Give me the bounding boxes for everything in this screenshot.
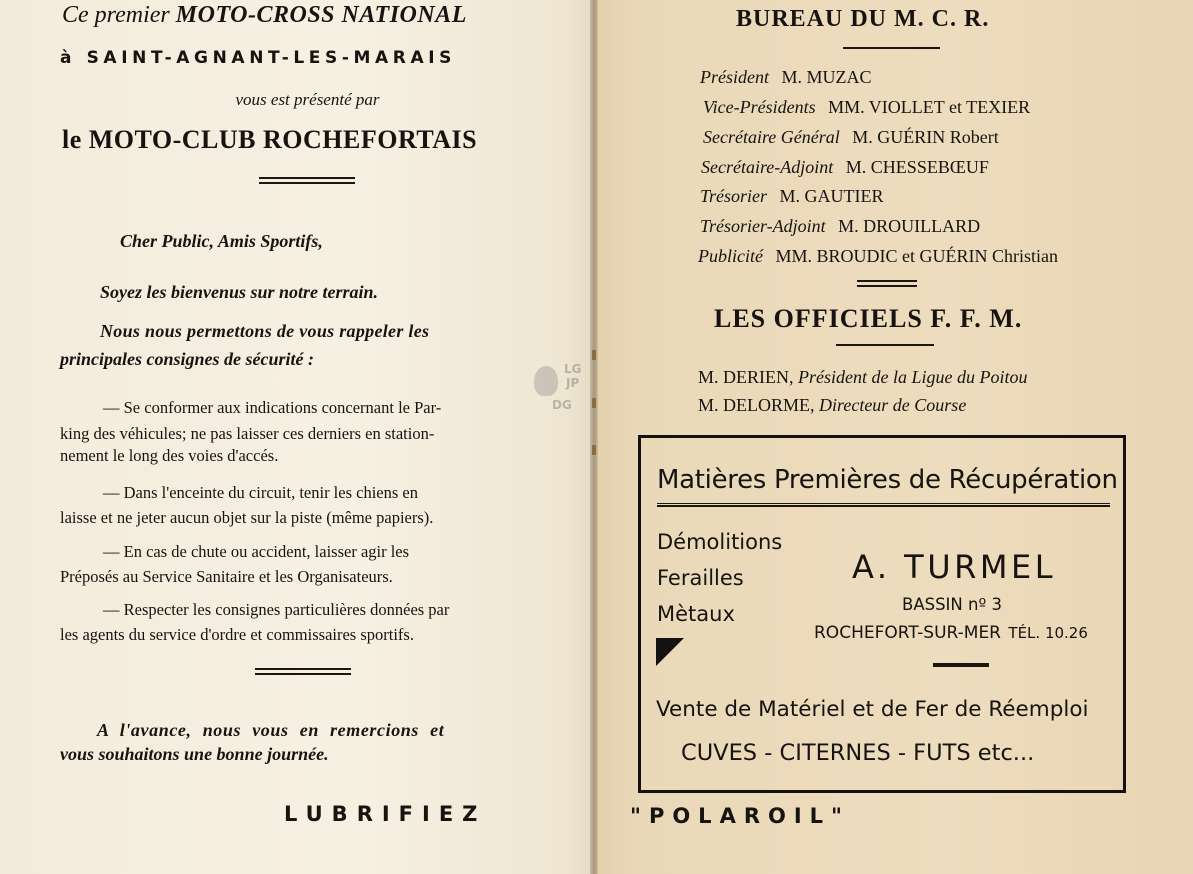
bureau-row [701, 157, 989, 178]
watermark-text: LG [564, 362, 582, 376]
ad-item: Ferailles [657, 566, 744, 590]
reminder-line1: Nous nous permettons de vous rappeler les [100, 321, 430, 341]
club-name: MOTO-CLUB ROCHEFORTAIS [88, 125, 478, 154]
staple [592, 398, 596, 408]
official-title: Directeur de Course [819, 395, 967, 415]
bureau-role: Trésorier [700, 186, 768, 206]
spine [590, 0, 598, 874]
divider [933, 663, 989, 667]
watermark-text: DG [552, 398, 572, 412]
divider [857, 280, 917, 287]
bureau-role: Vice-Présidents [703, 97, 816, 117]
reminder-line2: principales consignes de sécurité : [60, 349, 314, 369]
club-prefix: le [62, 125, 82, 154]
staple [592, 350, 596, 360]
officials-title: LES OFFICIELS F. F. M. [714, 304, 1023, 333]
bureau-role: Trésorier-Adjoint [700, 216, 826, 236]
bureau-role: Publicité [698, 246, 763, 266]
bureau-row [698, 246, 1058, 267]
rule-line: king des véhicules; ne pas laisser ces derniers en station- [60, 424, 435, 443]
divider [255, 668, 351, 675]
ad-phone: TÉL. 10.26 [1008, 624, 1088, 642]
rule-line: — Respecter les consignes particulières données par [103, 600, 450, 619]
ad-company: A. TURMEL [852, 548, 1057, 586]
intro-location: à SAINT-AGNANT-LES-MARAIS [60, 48, 457, 68]
intro-presented-by: vous est présenté par [235, 90, 380, 109]
watermark-text: JP [566, 376, 580, 390]
intro-line1 [62, 2, 467, 29]
greeting: Cher Public, Amis Sportifs, [120, 231, 323, 251]
ad-item: Mètaux [657, 602, 735, 626]
rule-line: nement le long des voies d'accés. [60, 446, 279, 465]
bureau-member: M. MUZAC [781, 67, 872, 87]
official-name: M. DERIEN, [698, 367, 794, 387]
corner-triangle-icon [656, 638, 684, 666]
intro-event-name: MOTO-CROSS NATIONAL [175, 2, 467, 28]
ad-products: CUVES - CITERNES - FUTS etc... [681, 740, 1035, 766]
ad-item: Démolitions [657, 530, 783, 554]
rule-line: — Dans l'enceinte du circuit, tenir les chiens en [103, 483, 418, 502]
bureau-role: Président [700, 67, 769, 87]
rule-line: laisse et ne jeter aucun objet sur la piste (même papiers). [60, 508, 434, 527]
bureau-member: MM. BROUDIC et GUÉRIN Christian [775, 246, 1058, 266]
ad-address-line2 [814, 623, 1088, 643]
ad-heading: Matières Premières de Récupération [657, 465, 1118, 495]
rule-line: — Se conformer aux indications concernant le Par- [103, 398, 442, 417]
watermark [530, 360, 592, 418]
divider [836, 344, 934, 346]
ad-sale-line: Vente de Matériel et de Fer de Réemploi [656, 697, 1089, 722]
divider [259, 177, 355, 184]
bureau-row [700, 67, 872, 88]
rule-line: les agents du service d'ordre et commissaires sportifs. [60, 625, 414, 644]
bureau-row [700, 186, 884, 207]
bureau-title: BUREAU DU M. C. R. [736, 6, 990, 32]
bureau-member: MM. VIOLLET et TEXIER [828, 97, 1031, 117]
bureau-member: M. GAUTIER [779, 186, 884, 206]
staple [592, 445, 596, 455]
bureau-member: M. GUÉRIN Robert [852, 127, 999, 147]
rule-line: Préposés au Service Sanitaire et les Organisateurs. [60, 567, 393, 586]
bureau-member: M. DROUILLARD [838, 216, 981, 236]
closing-line1: A l'avance, nous vous en remercions et [97, 720, 445, 740]
bureau-member: M. CHESSEBŒUF [845, 157, 989, 177]
divider [843, 47, 940, 49]
divider [657, 503, 1110, 507]
rule-line: — En cas de chute ou accident, laisser agir les [103, 542, 410, 561]
bureau-row [703, 97, 1030, 118]
official-title: Président de la Ligue du Poitou [798, 367, 1028, 387]
ad-city: ROCHEFORT-SUR-MER [814, 623, 1001, 643]
bureau-role: Secrétaire Général [703, 127, 840, 147]
intro-prefix: Ce premier [62, 2, 170, 28]
official-row [698, 395, 966, 416]
bureau-role: Secrétaire-Adjoint [701, 157, 834, 177]
official-name: M. DELORME, [698, 395, 815, 415]
ad-address-line1: BASSIN nº 3 [902, 595, 1002, 614]
footer-polaroil: "POLAROIL" [630, 804, 850, 828]
club-title [62, 125, 477, 155]
watermark-portrait-icon [534, 366, 558, 396]
official-row [698, 367, 1027, 388]
bureau-row [703, 127, 999, 148]
bureau-row [700, 216, 980, 237]
closing-line2: vous souhaitons une bonne journée. [60, 744, 329, 764]
footer-lubrifiez: LUBRIFIEZ [284, 802, 487, 826]
welcome: Soyez les bienvenus sur notre terrain. [100, 282, 379, 302]
